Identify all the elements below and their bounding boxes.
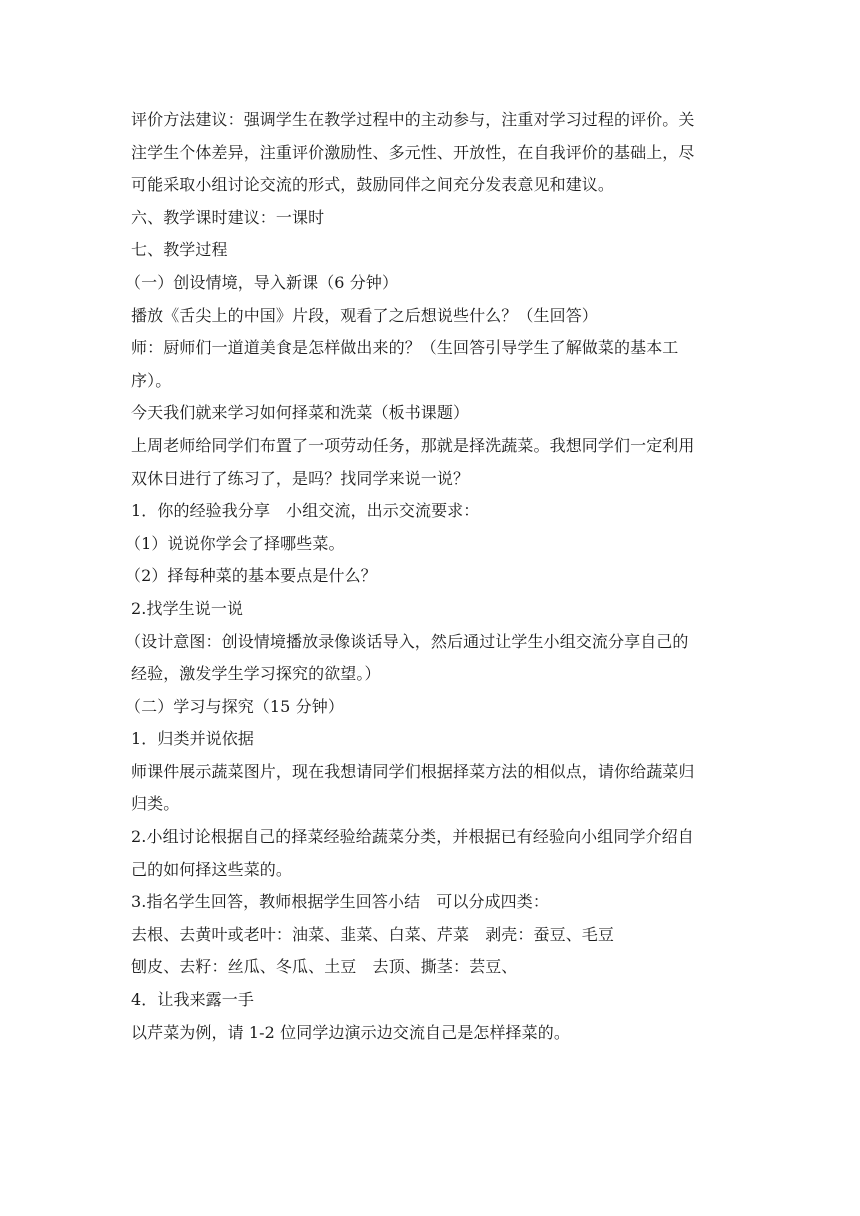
- paragraph-design-intent-line-2: 经验，激发学生学习探究的欲望。）: [131, 664, 381, 684]
- paragraph-homework-line-1: 上周老师给同学们布置了一项劳动任务，那就是择洗蔬菜。我想同学们一定利用: [131, 435, 695, 455]
- category-line-2: 刨皮、去籽：丝瓜、冬瓜、土豆 去顶、撕茎：芸豆、: [131, 957, 518, 977]
- paragraph-homework-line-2: 双休日进行了练习了，是吗？找同学来说一说？: [131, 468, 470, 488]
- paragraph-evaluation-line-2: 注学生个体差异，注重评价激励性、多元性、开放性，在自我评价的基础上，尽: [131, 142, 695, 162]
- list-item-group-discussion-line-1: 2.小组讨论根据自己的择菜经验给蔬菜分类，并根据已有经验向小组同学介绍自: [131, 827, 694, 847]
- list-item-summary: 3.指名学生回答，教师根据学生回答小结 可以分成四类：: [131, 892, 549, 912]
- list-item-students-speak: 2.找学生说一说: [131, 598, 244, 618]
- list-item-experience-share: 1．你的经验我分享 小组交流，出示交流要求：: [131, 501, 480, 521]
- paragraph-design-intent-line-1: （设计意图：创设情境播放录像谈话导入，然后通过让学生小组交流分享自己的: [125, 631, 689, 651]
- list-item-group-discussion-line-2: 己的如何择这些菜的。: [131, 859, 293, 879]
- list-item-requirement-1: （1）说说你学会了择哪些菜。: [125, 533, 345, 553]
- list-item-show-skill: 4．让我来露一手: [131, 990, 254, 1010]
- paragraph-lesson-topic: 今天我们就来学习如何择菜和洗菜（板书课题）: [131, 403, 470, 423]
- section-seven-heading: 七、教学过程: [131, 240, 228, 260]
- paragraph-evaluation-line-3: 可能采取小组讨论交流的形式，鼓励同伴之间充分发表意见和建议。: [131, 175, 615, 195]
- category-line-1: 去根、去黄叶或老叶：油菜、韭菜、白菜、芹菜 剥壳：蚕豆、毛豆: [131, 924, 615, 944]
- document-body: [125, 104, 731, 1049]
- paragraph-video-intro: 播放《舌尖上的中国》片段，观看了之后想说些什么？（生回答）: [131, 305, 598, 325]
- subsection-one-heading: （一）创设情境，导入新课（6 分钟）: [125, 272, 399, 292]
- paragraph-teacher-question-line-1: 师：厨师们一道道美食是怎样做出来的？（生回答引导学生了解做菜的基本工: [131, 338, 679, 358]
- list-item-classify: 1．归类并说依据: [131, 729, 254, 749]
- paragraph-courseware-line-2: 归类。: [131, 794, 180, 814]
- paragraph-teacher-question-line-2: 序）。: [131, 370, 172, 390]
- list-item-requirement-2: （2）择每种菜的基本要点是什么？: [125, 566, 377, 586]
- section-six-heading: 六、教学课时建议：一课时: [131, 207, 325, 227]
- subsection-two-heading: （二）学习与探究（15 分钟）: [125, 696, 344, 716]
- paragraph-evaluation-line-1: 评价方法建议：强调学生在教学过程中的主动参与，注重对学习过程的评价。关: [131, 110, 695, 129]
- paragraph-celery-demo: 以芹菜为例，请 1-2 位同学边演示边交流自己是怎样择菜的。: [131, 1022, 570, 1042]
- paragraph-courseware-line-1: 师课件展示蔬菜图片，现在我想请同学们根据择菜方法的相似点，请你给蔬菜归: [131, 761, 695, 781]
